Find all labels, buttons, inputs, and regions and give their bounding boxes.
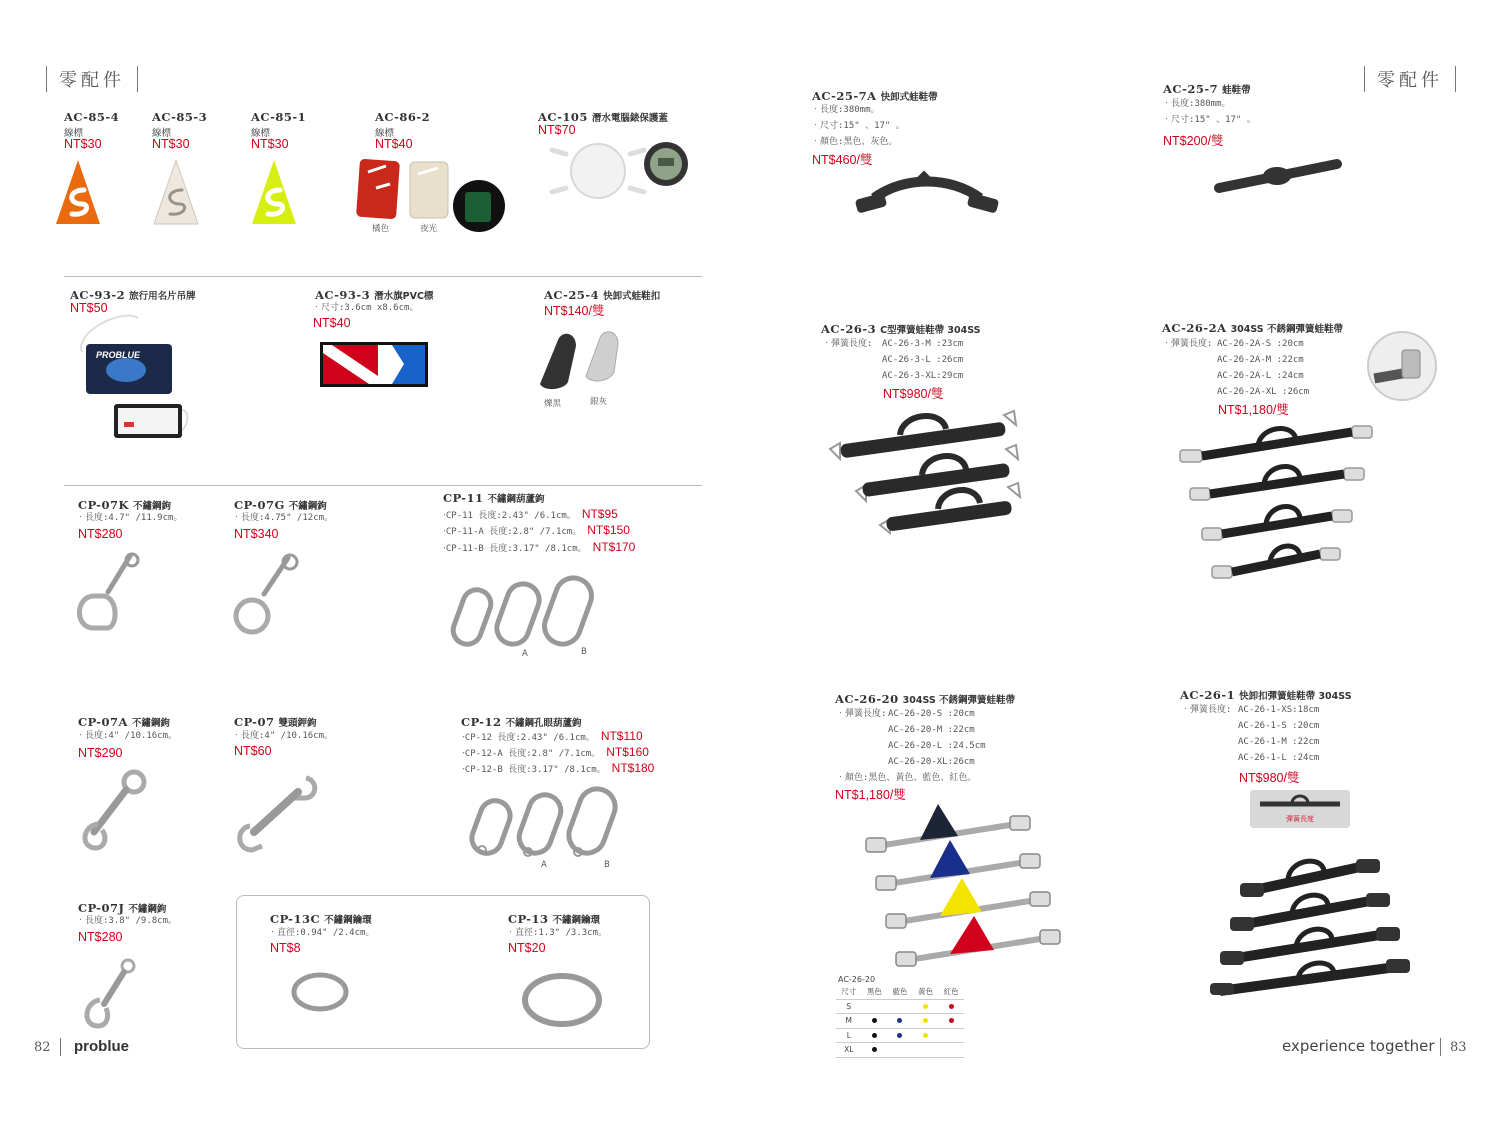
spec-label: ‧彈簧長度:	[836, 709, 887, 719]
product-code: AC-85-1	[251, 110, 307, 124]
dive-flag-label-image	[320, 342, 430, 388]
product-price: NT$70	[538, 123, 576, 137]
product-spec: ‧尺寸:15" 、17" 。	[1162, 115, 1256, 125]
product-spec: ‧長度:4" /10.16cm。	[232, 731, 334, 741]
product-price: NT$280	[78, 527, 123, 541]
product-spec-row: ‧CP-12-A 長度:2.8" /7.1cm。 NT$160	[462, 745, 649, 759]
variant-label: B	[604, 860, 610, 870]
product-code: AC-86-2	[375, 110, 431, 124]
marker-tags-image	[356, 158, 506, 224]
product-code: CP-07A 不鏽鋼鉤	[78, 715, 170, 729]
spec-label: ‧彈簧長度:	[822, 339, 873, 349]
fin-strap-image	[854, 170, 1000, 220]
product-code: AC-26-2A 304SS 不銹鋼彈簧蛙鞋帶	[1162, 321, 1343, 335]
product-code: CP-13 不鏽鋼鑰環	[508, 912, 600, 926]
color-spec: ‧顏色:黑色、黃色、藍色、紅色。	[836, 773, 977, 783]
table-row	[836, 1043, 964, 1058]
product-spec-row: ‧CP-12-B 長度:3.17" /8.1cm。 NT$180	[462, 761, 655, 775]
snap-hook-image	[230, 552, 300, 636]
snap-hook-image	[80, 958, 140, 1030]
product-price: NT$980/雙	[1239, 771, 1300, 785]
size-spec: AC-26-3-XL:29cm	[882, 371, 964, 381]
size-cell: M	[836, 1014, 862, 1029]
color-dot	[923, 1004, 928, 1009]
variant-label: 橘色	[372, 224, 390, 234]
colored-spring-strap-set-image	[860, 800, 1060, 970]
product-price: NT$1,180/雙	[1218, 403, 1289, 417]
size-spec: AC-26-2A-M :22cm	[1217, 355, 1304, 365]
size-table-title: AC-26-20	[838, 975, 876, 984]
product-spec: ‧長度:380mm。	[811, 105, 880, 115]
size-spec: AC-26-3-M :23cm	[882, 339, 964, 349]
product-spec: ‧長度:4" /10.16cm。	[76, 731, 178, 741]
size-spec: AC-26-1-XS:18cm	[1238, 705, 1320, 715]
color-dot	[923, 1018, 928, 1023]
product-spec-row: ‧CP-11-A 長度:2.8" /7.1cm。 NT$150	[443, 523, 630, 537]
section-divider	[64, 276, 702, 277]
product-spec: ‧長度:4.7" /11.9cm。	[76, 513, 183, 523]
product-name: 線標	[152, 128, 172, 139]
product-price: NT$280	[78, 930, 123, 944]
inset-label: 彈簧長度	[1286, 815, 1314, 823]
eyelet-carabiner-set-image	[468, 788, 638, 864]
product-price: NT$140/雙	[544, 304, 605, 318]
product-price: NT$20	[508, 941, 546, 955]
product-spec: ‧直徑:1.3" /3.3cm。	[506, 928, 608, 938]
product-spec: ‧顏色:黑色、灰色。	[811, 137, 898, 147]
product-price: NT$1,180/雙	[835, 788, 906, 802]
variant-label: A	[541, 860, 547, 870]
size-spec: AC-26-2A-XL :26cm	[1217, 387, 1310, 397]
color-dot	[872, 1047, 877, 1052]
product-code: AC-105 潛水電腦錶保護蓋	[538, 110, 668, 124]
product-spec-row: ‧CP-12 長度:2.43" /6.1cm。 NT$110	[462, 729, 643, 743]
size-cell: S	[836, 999, 862, 1014]
split-ring-small-image	[290, 972, 350, 1012]
buckle-detail-image	[1366, 330, 1438, 402]
footer-divider-right	[1440, 1038, 1441, 1056]
brand-logo: problue	[74, 1038, 129, 1055]
table-header: 黑色	[862, 985, 888, 999]
product-price: NT$290	[78, 746, 123, 760]
quick-release-buckle-image	[536, 330, 646, 392]
product-code: AC-85-3	[152, 110, 208, 124]
variant-label: 銀灰	[590, 397, 608, 407]
split-ring-large-image	[520, 972, 604, 1028]
line-marker-yellow	[250, 160, 298, 226]
product-code: AC-25-7A 快卸式蛙鞋帶	[812, 89, 938, 103]
slogan: experience together	[1282, 1037, 1435, 1055]
product-price: NT$40	[313, 316, 351, 330]
product-name: 線標	[64, 128, 84, 139]
table-row	[836, 999, 964, 1014]
product-price: NT$340	[234, 527, 279, 541]
snap-hook-image	[74, 552, 144, 634]
product-price: NT$50	[70, 301, 108, 315]
bolt-snap-image	[74, 768, 154, 852]
product-price: NT$30	[64, 137, 102, 151]
product-code: CP-11 不鏽鋼葫蘆鉤	[443, 491, 545, 505]
product-name: 線標	[251, 128, 271, 139]
double-end-snap-image	[232, 770, 322, 854]
product-code: AC-26-3 C型彈簧蛙鞋帶 304SS	[821, 322, 981, 336]
product-spec-row: ‧CP-11 長度:2.43" /6.1cm。 NT$95	[443, 507, 618, 521]
size-color-table	[836, 985, 964, 1058]
product-code: CP-07 雙頭鉀鉤	[234, 715, 317, 729]
product-price: NT$8	[270, 941, 301, 955]
table-row	[836, 1014, 964, 1029]
table-header: 紅色	[938, 985, 964, 999]
size-cell: L	[836, 1028, 862, 1043]
color-dot	[872, 1033, 877, 1038]
product-price: NT$200/雙	[1163, 134, 1224, 148]
size-spec: AC-26-3-L :26cm	[882, 355, 964, 365]
product-code: AC-93-3 潛水旗PVC標	[315, 288, 434, 302]
size-spec: AC-26-20-XL:26cm	[888, 757, 975, 767]
color-dot	[872, 1018, 877, 1023]
table-header: 藍色	[887, 985, 913, 999]
color-dot	[923, 1033, 928, 1038]
fin-strap-image	[1215, 156, 1341, 196]
computer-cover-image	[548, 140, 698, 202]
product-spec: ‧直徑:0.94" /2.4cm。	[268, 928, 375, 938]
spring-length-inset	[1250, 790, 1350, 828]
product-spec: ‧尺寸:15" 、17" 。	[811, 121, 905, 131]
variant-label: 爍黑	[544, 399, 562, 409]
size-spec: AC-26-2A-S :20cm	[1217, 339, 1304, 349]
table-header: 黃色	[913, 985, 939, 999]
color-dot	[949, 1004, 954, 1009]
right-page-number: 83	[1450, 1040, 1467, 1055]
product-price: NT$60	[234, 744, 272, 758]
product-code: AC-26-1 快卸扣彈簧蛙鞋帶 304SS	[1180, 688, 1352, 702]
table-row	[836, 1028, 964, 1043]
footer-divider-left	[60, 1038, 61, 1056]
product-spec: ‧長度:3.8" /9.8cm。	[76, 916, 178, 926]
product-code: AC-85-4	[64, 110, 120, 124]
line-marker-white	[152, 160, 200, 226]
color-dot	[897, 1033, 902, 1038]
spec-label: ‧彈簧長度:	[1181, 705, 1232, 715]
color-dot	[897, 1018, 902, 1023]
spring-strap-set-image	[826, 405, 1026, 535]
size-cell: XL	[836, 1043, 862, 1058]
left-page-number: 82	[34, 1040, 51, 1055]
business-card-tag-image	[72, 312, 202, 442]
product-code: CP-07K 不鏽鋼鉤	[78, 498, 171, 512]
product-spec: ‧尺寸:3.6cm x8.6cm。	[312, 303, 419, 313]
product-code: AC-26-20 304SS 不銹鋼彈簧蛙鞋帶	[835, 692, 1016, 706]
size-spec: AC-26-1-M :22cm	[1238, 737, 1320, 747]
product-price: NT$30	[251, 137, 289, 151]
product-code: AC-25-7 蛙鞋帶	[1163, 82, 1251, 96]
product-spec: ‧長度:4.75" /12cm。	[232, 513, 334, 523]
size-spec: AC-26-20-M :22cm	[888, 725, 975, 735]
product-spec-row: ‧CP-11-B 長度:3.17" /8.1cm。 NT$170	[443, 540, 636, 554]
spring-length-diagram	[1256, 794, 1344, 810]
product-name: 線標	[375, 128, 395, 139]
variant-label: B	[581, 647, 587, 657]
carabiner-set-image	[450, 575, 620, 651]
line-marker-orange	[54, 160, 102, 226]
product-price: NT$980/雙	[883, 387, 944, 401]
size-spec: AC-26-2A-L :24cm	[1217, 371, 1304, 381]
spring-strap-set-image	[1176, 420, 1376, 582]
quick-release-spring-strap-set-image	[1210, 855, 1410, 995]
size-spec: AC-26-20-L :24.5cm	[888, 741, 986, 751]
product-price: NT$460/雙	[812, 153, 873, 167]
product-code: CP-07J 不鏽鋼鉤	[78, 901, 167, 915]
right-header-title: 零配件	[1364, 66, 1456, 92]
size-spec: AC-26-1-L :24cm	[1238, 753, 1320, 763]
product-code: CP-13C 不鏽鋼鑰環	[270, 912, 372, 926]
table-header: 尺寸	[836, 985, 862, 999]
section-divider	[64, 485, 702, 486]
spec-label: ‧彈簧長度:	[1162, 339, 1213, 349]
product-price: NT$30	[152, 137, 190, 151]
svg-text:PROBLUE: PROBLUE	[96, 350, 141, 360]
color-dot	[949, 1018, 954, 1023]
variant-label: A	[522, 649, 528, 659]
product-spec: ‧長度:380mm。	[1162, 99, 1231, 109]
product-code: CP-12 不鏽鋼孔眼葫蘆鉤	[461, 715, 582, 729]
size-spec: AC-26-1-S :20cm	[1238, 721, 1320, 731]
product-price: NT$40	[375, 137, 413, 151]
product-code: AC-93-2 旅行用名片吊牌	[70, 288, 196, 302]
variant-label: 夜光	[420, 224, 438, 234]
left-header-title: 零配件	[46, 66, 138, 92]
product-code: CP-07G 不鏽鋼鉤	[234, 498, 327, 512]
size-spec: AC-26-20-S :20cm	[888, 709, 975, 719]
product-code: AC-25-4 快卸式蛙鞋扣	[544, 288, 661, 302]
